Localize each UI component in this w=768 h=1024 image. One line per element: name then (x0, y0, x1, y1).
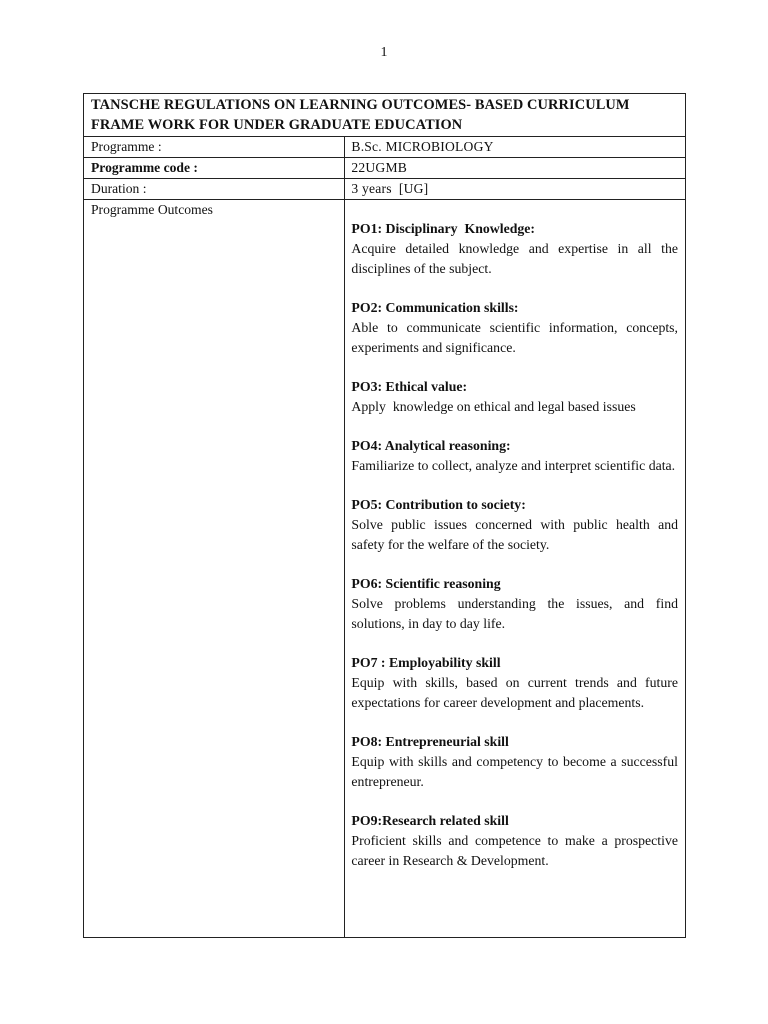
outcomes-label: Programme Outcomes (84, 200, 345, 938)
programme-value: B.Sc. MICROBIOLOGY (345, 137, 686, 158)
title-line-2: FRAME WORK FOR UNDER GRADUATE EDUCATION (91, 117, 463, 133)
outcome-title: PO5: Contribution to society: (351, 497, 526, 512)
outcome-description: Equip with skills, based on current trends and future expectations for career development and placements. (351, 675, 678, 710)
outcome-description: Proficient skills and competence to make a prospective career in Research & Development. (351, 833, 678, 868)
outcome-description: Acquire detailed knowledge and expertise in all the disciplines of the subject. (351, 241, 678, 276)
programme-label: Programme : (84, 137, 345, 158)
outcome-item-po1 (351, 219, 678, 279)
outcome-description: Able to communicate scientific information, concepts, experiments and significance. (351, 320, 678, 355)
programme-code-label: Programme code : (84, 158, 345, 179)
outcomes-row (84, 200, 686, 938)
page-number: 1 (380, 45, 388, 60)
outcome-title: PO7 : Employability skill (351, 655, 501, 670)
programme-code-value: 22UGMB (345, 158, 686, 179)
table-title (84, 94, 686, 137)
outcome-title: PO1: Disciplinary Knowledge: (351, 221, 535, 236)
outcome-item-po5 (351, 495, 678, 555)
outcome-title: PO4: Analytical reasoning: (351, 438, 511, 453)
duration-label: Duration : (84, 179, 345, 200)
outcome-description: Apply knowledge on ethical and legal based issues (351, 399, 636, 414)
title-line-1: TANSCHE REGULATIONS ON LEARNING OUTCOMES- BASED CURRICULUM (91, 97, 630, 113)
outcome-description: Solve problems understanding the issues, and find solutions, in day to day life. (351, 596, 678, 631)
duration-text: 3 years [UG] (351, 181, 429, 196)
title-row (84, 94, 686, 137)
outcome-item-po2 (351, 298, 678, 358)
outcome-item-po9 (351, 811, 678, 871)
outcome-title: PO3: Ethical value: (351, 379, 468, 394)
outcome-item-po8 (351, 732, 678, 792)
outcomes-list (345, 200, 686, 938)
outcome-item-po3 (351, 377, 678, 417)
outcome-description: Familiarize to collect, analyze and interpret scientific data. (351, 458, 676, 473)
outcome-title: PO8: Entrepreneurial skill (351, 734, 509, 749)
outcome-item-po4 (351, 436, 678, 476)
outcome-title: PO6: Scientific reasoning (351, 576, 501, 591)
curriculum-table (83, 93, 686, 938)
outcome-item-po7 (351, 653, 678, 713)
duration-row (84, 179, 686, 200)
outcome-title: PO2: Communication skills: (351, 300, 519, 315)
programme-code-row (84, 158, 686, 179)
outcome-description: Equip with skills and competency to become a successful entrepreneur. (351, 754, 678, 789)
outcome-description: Solve public issues concerned with public health and safety for the welfare of the society. (351, 517, 678, 552)
outcome-item-po6 (351, 574, 678, 634)
outcome-title: PO9:Research related skill (351, 813, 509, 828)
programme-row (84, 137, 686, 158)
duration-value (345, 179, 686, 200)
